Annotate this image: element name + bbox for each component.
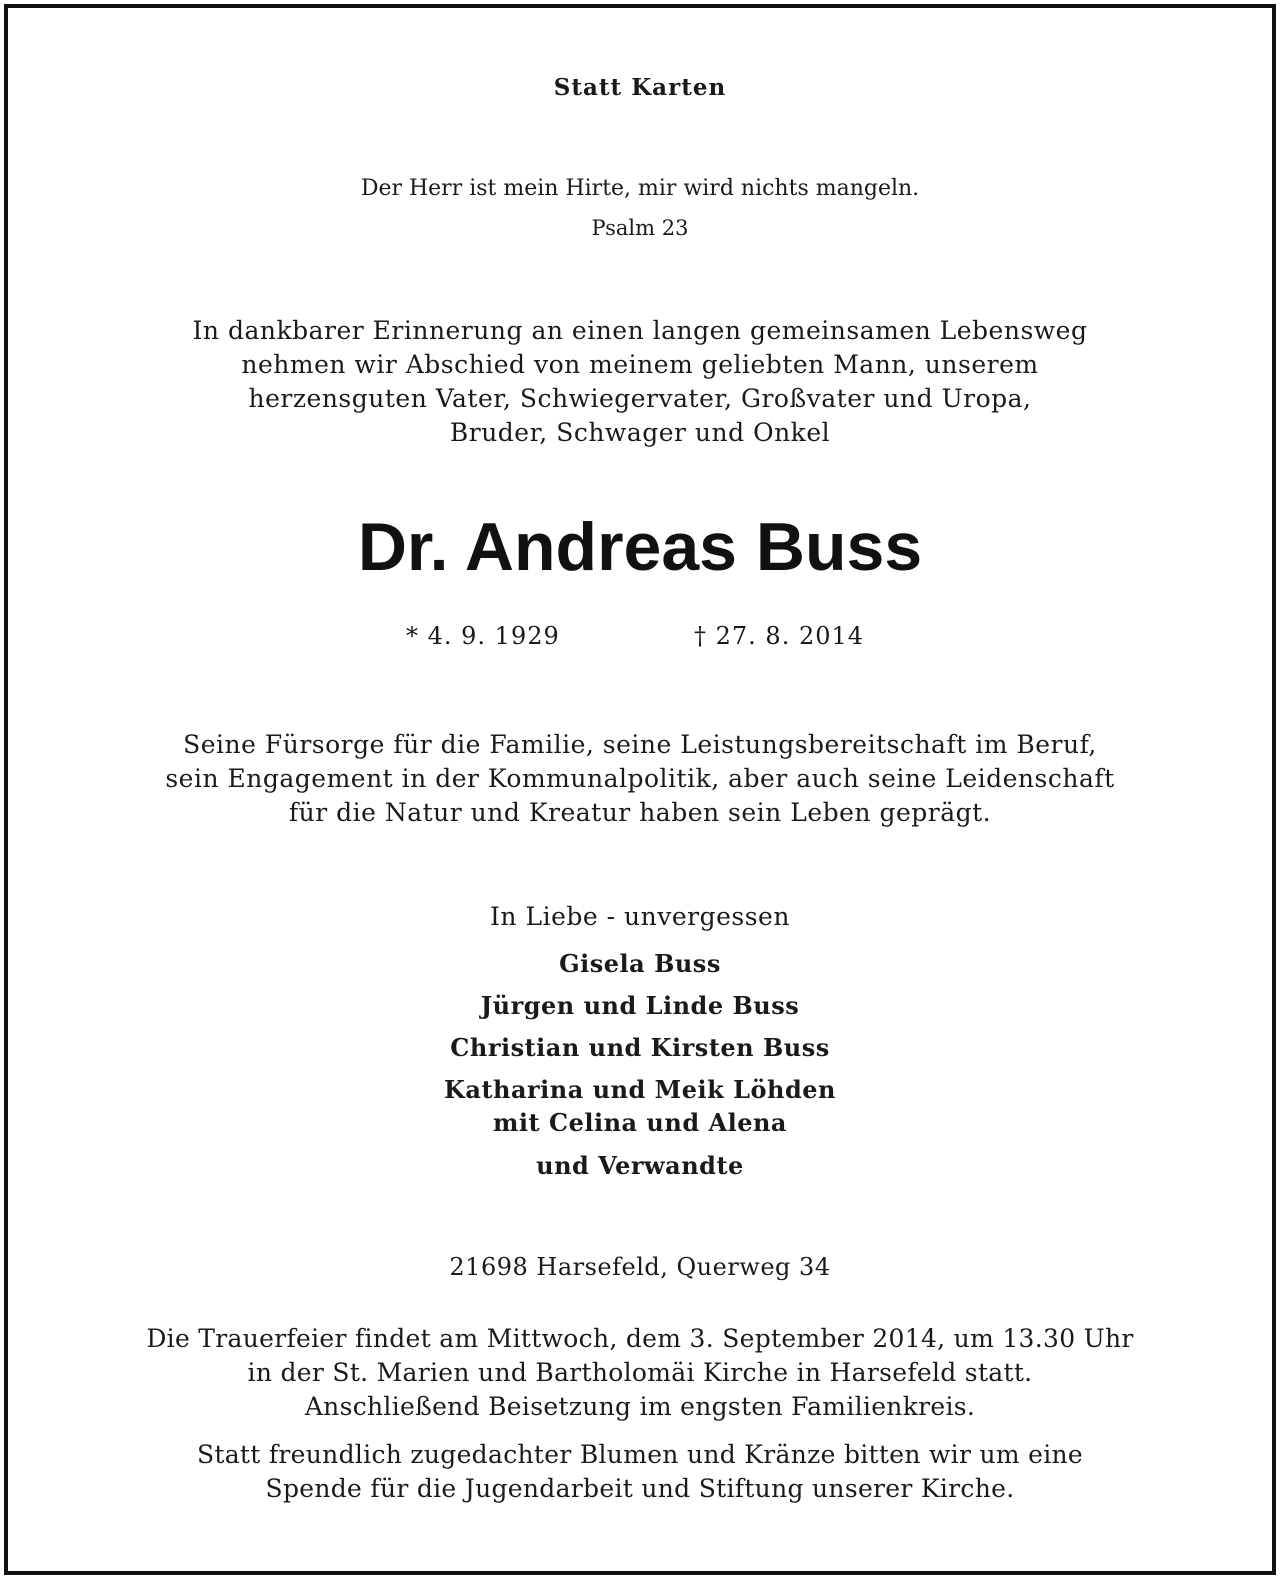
obituary-notice — [4, 4, 1276, 1575]
service-line: Die Trauerfeier findet am Mittwoch, dem 3. September 2014, um 13.30 Uhr — [146, 1324, 1134, 1353]
intro-line: nehmen wir Abschied von meinem geliebten Mann, unserem — [241, 350, 1039, 379]
birth-date: * 4. 9. 1929 — [406, 622, 560, 650]
mourner-name: Christian und Kirsten Buss — [450, 1033, 830, 1062]
donation-line: Statt freundlich zugedachter Blumen und Kränze bitten wir um eine — [196, 1440, 1084, 1469]
intro-line: Bruder, Schwager und Onkel — [449, 418, 831, 447]
tribute-line: Seine Fürsorge für die Familie, seine Leistungsbereitschaft im Beruf, — [183, 730, 1097, 759]
mourners-intro: In Liebe - unvergessen — [490, 902, 790, 931]
mourner-name: mit Celina und Alena — [493, 1108, 787, 1137]
verse-text: Der Herr ist mein Hirte, mir wird nichts mangeln. — [360, 176, 920, 201]
mourner-name: Jürgen und Linde Buss — [480, 991, 800, 1020]
life-dates — [8, 622, 1272, 658]
mourner-name: Gisela Buss — [559, 949, 721, 978]
mourner-name: und Verwandte — [536, 1151, 744, 1180]
intro-line: herzensguten Vater, Schwiegervater, Großvater und Uropa, — [248, 384, 1032, 413]
tribute-line: für die Natur und Kreatur haben sein Leben geprägt. — [288, 798, 992, 827]
death-date: † 27. 8. 2014 — [694, 622, 865, 650]
verse-source: Psalm 23 — [591, 216, 689, 240]
mourner-name: Katharina und Meik Löhden — [444, 1075, 836, 1104]
tribute-line: sein Engagement in der Kommunalpolitik, aber auch seine Leidenschaft — [165, 764, 1115, 793]
deceased-name: Dr. Andreas Buss — [357, 509, 923, 585]
intro-line: In dankbarer Erinnerung an einen langen gemeinsamen Lebensweg — [192, 316, 1088, 345]
service-line: in der St. Marien und Bartholomäi Kirche in Harsefeld statt. — [247, 1358, 1033, 1387]
donation-line: Spende für die Jugendarbeit und Stiftung unserer Kirche. — [265, 1474, 1015, 1503]
family-address: 21698 Harsefeld, Querweg 34 — [449, 1253, 831, 1281]
statt-karten-heading: Statt Karten — [553, 74, 727, 101]
service-line: Anschließend Beisetzung im engsten Familienkreis. — [304, 1392, 976, 1421]
